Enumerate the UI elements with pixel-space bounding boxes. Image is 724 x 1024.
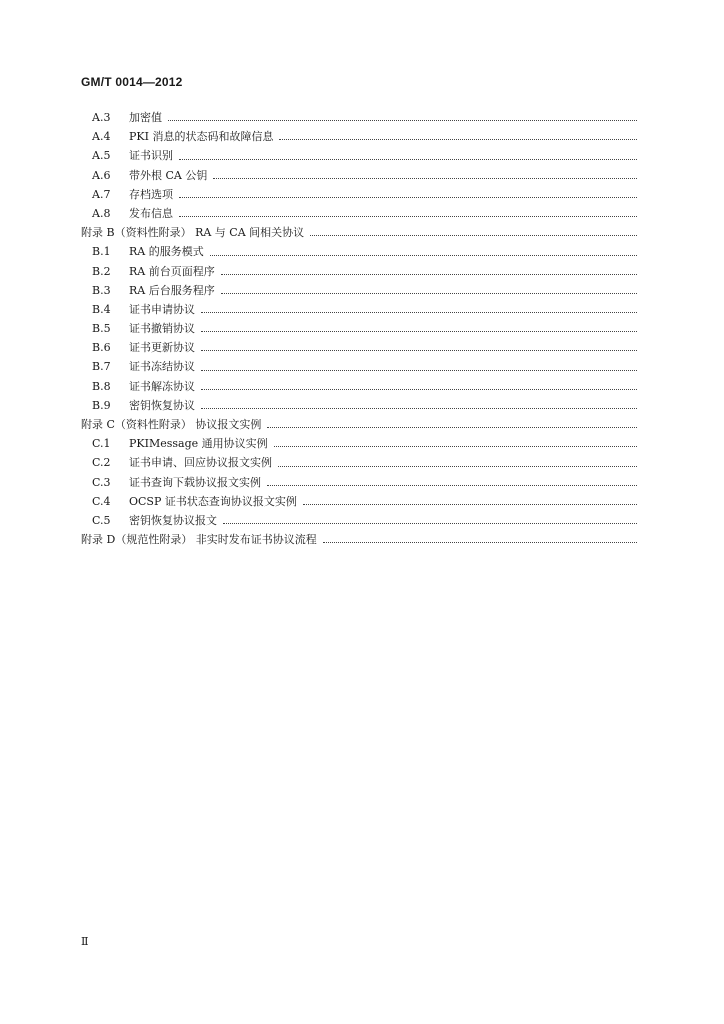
toc-entry-number: A.4 <box>92 130 111 144</box>
toc-entry-title: 密钥恢复协议报文 <box>129 513 217 527</box>
toc-entry-number: A.8 <box>92 206 111 220</box>
toc-entry[interactable] <box>81 377 637 396</box>
toc-entry[interactable] <box>81 166 637 185</box>
toc-dot-leader <box>177 146 637 165</box>
toc-entry[interactable] <box>81 262 637 281</box>
toc-entry-title: 附录 D（规范性附录） 非实时发布证书协议流程 <box>81 533 317 547</box>
toc-entry-number: B.4 <box>92 302 111 316</box>
toc-entry-title: 证书解冻协议 <box>129 379 195 393</box>
toc-dot-leader <box>199 396 637 415</box>
toc-entry-number: B.8 <box>92 379 111 393</box>
toc-dot-leader <box>177 185 637 204</box>
toc-dot-leader <box>308 223 637 242</box>
toc-entry[interactable] <box>81 415 637 434</box>
toc-entry-title: 附录 B（资料性附录） RA 与 CA 间相关协议 <box>81 226 305 240</box>
toc-entry-number: C.2 <box>92 456 111 470</box>
toc-entry-number: B.9 <box>92 398 111 412</box>
toc-entry[interactable] <box>81 434 637 453</box>
document-header: GM/T 0014—2012 <box>81 75 183 89</box>
toc-entry-number: B.1 <box>92 245 111 259</box>
toc-dot-leader <box>265 415 637 434</box>
toc-entry-number: B.3 <box>92 283 111 297</box>
toc-entry-title: RA 的服务模式 <box>129 245 204 259</box>
toc-entry-title: 存档选项 <box>129 187 173 201</box>
toc-entry-number: C.3 <box>92 475 111 489</box>
toc-entry-number: B.2 <box>92 264 111 278</box>
toc-entry-number: B.6 <box>92 341 111 355</box>
toc-dot-leader <box>219 281 637 300</box>
toc-entry[interactable] <box>81 530 637 549</box>
toc-entry[interactable] <box>81 319 637 338</box>
toc-entry-number: B.5 <box>92 322 111 336</box>
toc-entry-title: OCSP 证书状态查询协议报文实例 <box>129 494 297 508</box>
toc-entry[interactable] <box>81 338 637 357</box>
toc-entry[interactable] <box>81 242 637 261</box>
toc-entry-number: B.7 <box>92 360 111 374</box>
toc-dot-leader <box>277 127 637 146</box>
toc-dot-leader <box>177 204 637 223</box>
toc-entry[interactable] <box>81 223 637 242</box>
toc-dot-leader <box>265 473 637 492</box>
toc-entry[interactable] <box>81 396 637 415</box>
toc-entry-title: 发布信息 <box>129 206 173 220</box>
toc-dot-leader <box>208 242 637 261</box>
toc-entry-title: PKIMessage 通用协议实例 <box>129 437 268 451</box>
toc-entry-title: 附录 C（资料性附录） 协议报文实例 <box>81 418 262 431</box>
toc-dot-leader <box>276 453 637 472</box>
toc-entry-title: RA 前台页面程序 <box>129 264 215 278</box>
toc-entry-title: 加密值 <box>129 111 162 124</box>
toc-entry-title: PKI 消息的状态码和故障信息 <box>129 130 274 144</box>
toc-entry-title: 证书申请协议 <box>129 302 195 316</box>
toc-entry-title: 证书冻结协议 <box>129 360 195 374</box>
toc-entry[interactable] <box>81 511 637 530</box>
toc-entry-title: 带外根 CA 公钥 <box>129 168 208 182</box>
toc-entry[interactable] <box>81 281 637 300</box>
toc-dot-leader <box>199 357 637 376</box>
toc-dot-leader <box>199 319 637 338</box>
toc-entry-title: 证书查询下载协议报文实例 <box>129 475 261 489</box>
toc-dot-leader <box>221 511 637 530</box>
toc-entry[interactable] <box>81 127 637 146</box>
toc-entry-number: A.3 <box>92 111 111 124</box>
toc-entry-number: C.1 <box>92 437 111 451</box>
toc-dot-leader <box>166 108 637 127</box>
toc-dot-leader <box>199 377 637 396</box>
page-number: Ⅱ <box>81 935 89 948</box>
toc-entry[interactable] <box>81 185 637 204</box>
toc-entry-number: C.5 <box>92 513 111 527</box>
toc-entry[interactable] <box>81 357 637 376</box>
toc-entry[interactable] <box>81 108 637 127</box>
toc-entry-number: A.5 <box>92 149 111 163</box>
toc-entry-title: 证书申请、回应协议报文实例 <box>129 456 272 470</box>
table-of-contents <box>81 108 637 549</box>
toc-entry-title: 密钥恢复协议 <box>129 398 195 412</box>
toc-entry-number: A.7 <box>92 187 111 201</box>
toc-entry-title: 证书撤销协议 <box>129 322 195 336</box>
toc-entry-number: A.6 <box>92 168 111 182</box>
toc-dot-leader <box>321 530 637 549</box>
toc-entry-title: 证书识别 <box>129 149 173 163</box>
toc-entry[interactable] <box>81 204 637 223</box>
toc-dot-leader <box>199 338 637 357</box>
toc-entry-number: C.4 <box>92 494 111 508</box>
toc-entry[interactable] <box>81 473 637 492</box>
toc-dot-leader <box>211 166 637 185</box>
toc-entry[interactable] <box>81 453 637 472</box>
toc-dot-leader <box>219 262 637 281</box>
toc-dot-leader <box>301 492 637 511</box>
toc-entry-title: RA 后台服务程序 <box>129 283 215 297</box>
toc-dot-leader <box>272 434 637 453</box>
toc-entry[interactable] <box>81 146 637 165</box>
toc-dot-leader <box>199 300 637 319</box>
toc-entry-title: 证书更新协议 <box>129 341 195 355</box>
toc-entry[interactable] <box>81 300 637 319</box>
toc-entry[interactable] <box>81 492 637 511</box>
